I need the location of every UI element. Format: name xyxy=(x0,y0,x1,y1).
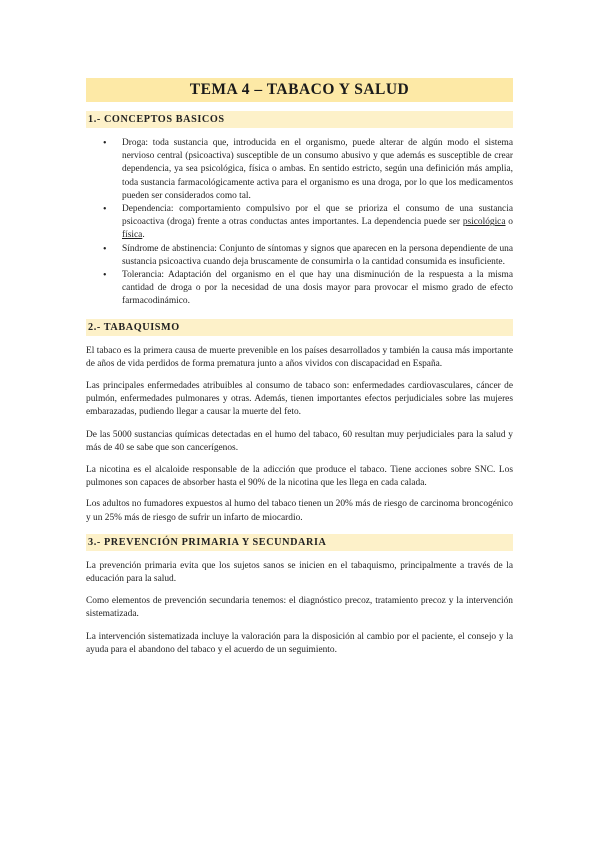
section-heading-bar xyxy=(86,319,513,336)
list-item-dependencia xyxy=(122,203,513,243)
list-item-tolerancia xyxy=(122,269,513,309)
definition-tolerancia: Adaptación del organismo en el que hay una disminución de la respuesta a la misma cantidad de droga o por la necesidad de una dosis mayor para provocar el mismo grado de efecto farmacodinámico. xyxy=(122,270,513,307)
definition-dependencia-c: . xyxy=(142,230,145,241)
definition-dependencia-a: comportamiento compulsivo por el que se prioriza el consumo de una sustancia psicoactiva (droga) frente a otras conductas antes importantes. La dependencia puede ser xyxy=(122,204,513,228)
link-fisica[interactable]: física xyxy=(122,230,143,241)
list-item-droga xyxy=(122,137,513,203)
section-heading-prevencion: 3.- PREVENCIÓN PRIMARIA Y SECUNDARIA xyxy=(88,536,327,548)
document-title: TEMA 4 – TABACO Y SALUD xyxy=(189,81,410,98)
paragraph: La nicotina es el alcaloide responsable de la adicción que produce el tabaco. Tiene acciones sobre SNC. Los pulmones son capaces de absorber hasta el 90% de la nicotina que les llega en cada calada. xyxy=(86,465,513,489)
paragraph: Como elementos de prevención secundaria tenemos: el diagnóstico precoz, tratamiento precoz y la intervención sistematizada. xyxy=(86,596,513,620)
definition-droga: toda sustancia que, introducida en el organismo, puede alterar de algún modo el sistema nervioso central (psicoactiva) susceptible de un consumo abusivo y que además es susceptible de crear dependencia, ya sea psicológica, física o ambas. En sentido estricto, según una definición más amplia, toda sustancia farmacológicamente activa para el organismo es una droga, por lo que los medicamentos pueden ser considerados como tal. xyxy=(122,138,513,201)
definition-abstinencia: Conjunto de síntomas y signos que aparecen en la persona dependiente de una sustancia psicoactiva cuando deja bruscamente de consumirla o la cantidad consumida es insuficiente. xyxy=(122,243,513,267)
title-banner xyxy=(86,78,513,102)
paragraph: De las 5000 sustancias químicas detectadas en el humo del tabaco, 60 resultan muy perjudiciales para la salud y más de 40 se sabe que son cancerígenos. xyxy=(86,429,513,453)
paragraph: La intervención sistematizada incluye la valoración para la disposición al cambio por el paciente, el consejo y la ayuda para el abandono del tabaco y el acuerdo de un seguimiento. xyxy=(86,631,513,655)
link-psicologica[interactable]: psicológica xyxy=(462,217,506,228)
term-tolerancia: Tolerancia: xyxy=(122,270,165,281)
term-droga: Droga: xyxy=(122,138,149,148)
definitions-list xyxy=(86,137,513,309)
term-dependencia: Dependencia: xyxy=(122,204,174,215)
definition-dependencia-b: o xyxy=(505,217,513,228)
paragraph: El tabaco es la primera causa de muerte prevenible en los países desarrollados y también la causa más importante de años de vida perdidos de forma prematura junto a años vividos con discapacidad en España. xyxy=(86,345,513,369)
paragraph: Las principales enfermedades atribuibles al consumo de tabaco son: enfermedades cardiovasculares, cáncer de pulmón, enfermedades pulmonares y otras. Además, tienen importantes efectos perjudiciales sobre las mujeres embarazadas, pudiendo llegar a causar la muerte del feto. xyxy=(86,381,513,418)
section-heading-conceptos: 1.- CONCEPTOS BASICOS xyxy=(88,114,225,125)
paragraph: Los adultos no fumadores expuestos al humo del tabaco tienen un 20% más de riesgo de carcinoma broncogénico y un 25% más de riesgo de sufrir un infarto de miocardio. xyxy=(86,499,513,523)
list-item-abstinencia xyxy=(122,243,513,269)
section-heading-bar xyxy=(86,534,513,551)
term-abstinencia: Síndrome de abstinencia: xyxy=(122,243,217,254)
section-heading-tabaquismo: 2.- TABAQUISMO xyxy=(88,321,180,333)
paragraph: La prevención primaria evita que los sujetos sanos se inicien en el tabaquismo, principalmente a través de la educación para la salud. xyxy=(86,560,513,585)
section-heading-bar xyxy=(86,111,513,128)
